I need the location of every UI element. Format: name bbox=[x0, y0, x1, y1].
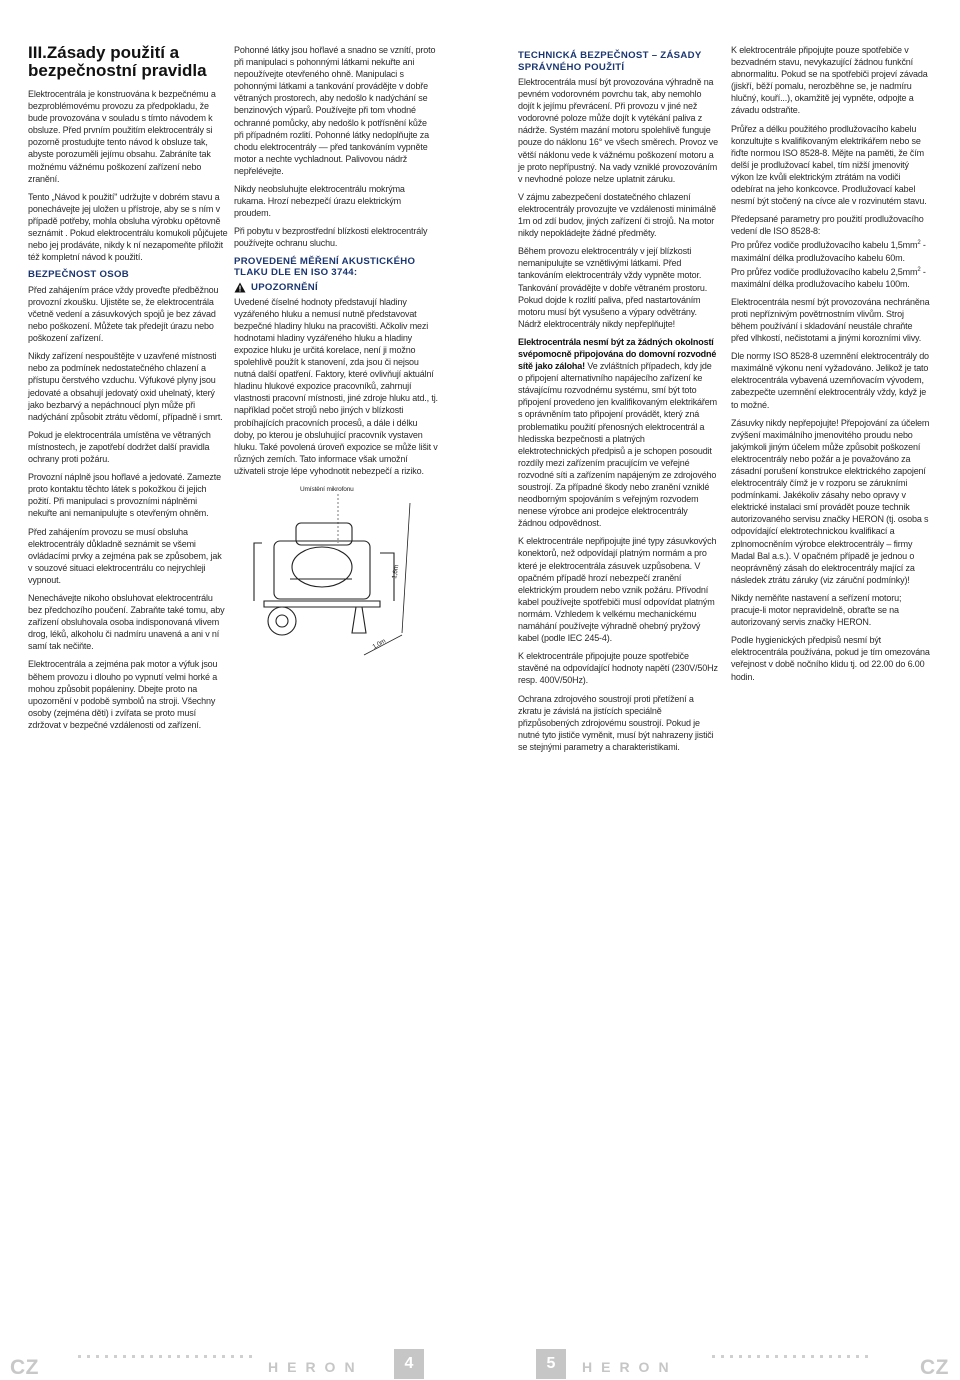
paragraph: Ochrana zdrojového soustrojí proti přetížení a zkratu je závislá na jistících speciálně přizpůsobených zdrojovému soustrojí. Pokud je nutné tyto jističe vyměnit, musí být nahrazeny jističi se stejnými parametry a charakteristikami. bbox=[518, 693, 714, 752]
paragraph: K elektrocentrále připojujte pouze spotřebiče stavěné na odpovídající hodnoty napětí (230V/50Hz resp. 400V/50Hz). bbox=[518, 651, 718, 686]
column-1 bbox=[28, 44, 228, 737]
paragraph: Tento „Návod k použití" udržujte v dobrém stavu a ponechávejte jej uložen u přístroje, aby se s ním v případě potřeby, mohla obsluha výrobku opětovně seznámit . Pokud elektrocentrálu komukoli půjčujete nebo jej prodáváte, nikdy k ní nezapomeňte přiložit též kompletní návod k použití. bbox=[28, 191, 228, 263]
dimension-label-height: 1,6m bbox=[391, 564, 401, 580]
brand-logo-left: HERON bbox=[268, 1359, 364, 1375]
warning-label: UPOZORNĚNÍ bbox=[251, 281, 318, 293]
paragraph: Před zahájením práce vždy proveďte předběžnou provozní zkoušku. Ujistěte se, že elektrocentrála včetně vedení a zásuvkových spojů je bez závad nebo poškození. Můžete tak předejít úrazu nebo poškození zařízení. bbox=[28, 284, 219, 344]
page-number-right: 5 bbox=[536, 1349, 566, 1379]
paragraph: Pohonné látky jsou hořlavé a snadno se vznítí, proto při manipulaci s pohonnými látkami nekuřte ani nepoužívejte otevřeného ohně. Manipulaci s pohonnými látkami a tankování provádějte v dobře větraných prostorech, aby nedošlo k nadýchání se benzinových výparů. Používejte při tom vhodné ochranné pomůcky, aby nedošlo k potřísnění kůže při případném rozlití. Pohonné látky nedoplňujte za chodu elektrocentrály — před tankováním vypněte motor a nechte vychladnout. Palivovou nádrž nepřelévejte. bbox=[234, 45, 436, 176]
paragraph: Průřez a délku použitého prodlužovacího kabelu konzultujte s kvalifikovaným elektrikářem nebo se řiďte normou ISO 8528-8. Mějte na paměti, že čím delší je prodlužovací kabel, tím nižší jmenovitý výkon lze kvůli elektrickým ztrátám na vodiči odebírat na jeho konkcovce. Prodlužovací kabel nesmí být stočený na cívce ale v rozvinutém stavu. bbox=[731, 123, 927, 207]
paragraph: Uvedené číselné hodnoty představují hladiny vyzářeného hluku a nemusí nutně představovat bezpečné hladiny hluku na pracovišti. Ačkoliv mezi hodnotami hladiny vyzářeného hluku a hladiny expozice hluku je určitá korelace, není ji možno spolehlivě použít k stanovení, zda jsou či nejsou nutná další opatření. Faktory, které ovlivňují aktuální hladinu hlukové expozice pracovníků, zahrnují vlastnosti pracovní místnosti, jiné zdroje hluku atd., tj. například počet strojů nebo jiných v blízkosti probíhajících pracovních procesů, a dále i délku doby, po kterou je obsluhující pracovník vystaven hluku. Také povolená úroveň expozice se může lišit v různých zemích. Tato informace však umožní uživateli stroje lépe vyhodnotit nebezpečí a riziko. bbox=[234, 296, 438, 476]
page-title: III.Zásady použití a bezpečnostní pravidla bbox=[28, 43, 207, 80]
paragraph: K elektrocentrále připojujte pouze spotřebiče v bezvadném stavu, nevykazující žádnou funkční abnormalitu. Pokud se na spotřebiči projeví závada (jiskří, běží pomalu, nerozběhne se, je nadmíru hlučný, kouří...), okamžitě jej vypněte, odpojte a závadu odstraňte. bbox=[731, 45, 928, 116]
paragraph: Nikdy neměňte nastavení a seřízení motoru; pracuje-li motor nepravidelně, obraťte se na autorizovaný servis značky HERON. bbox=[731, 592, 902, 628]
paragraph: Nikdy neobsluhujte elektrocentrálu mokrýma rukama. Hrozí nebezpečí úrazu elektrickým proudem. bbox=[234, 184, 405, 219]
paragraph: Elektrocentrála nesmí být provozována nechráněna proti nepříznivým povětrnostním vlivům. Stroj během používání i skladování neustále chraňte před vlhkostí, nečistotami a jinými korozními vlivy. bbox=[731, 296, 930, 344]
cable-spec-2: Pro průřez vodiče prodlužovacího kabelu $2,5mm^2$ - maximální délka prodlužovacího kabelu 100m. bbox=[731, 266, 926, 289]
paragraph: Nikdy zařízení nespouštějte v uzavřené místnosti nebo za podmínek nedostatečného chlazení a přístupu čerstvého vzduchu. Výfukové plyny jsou jedovaté a obsahují jedovatý oxid uhelnatý, který jako bezbarvý a nepáchnoucí plyn může při nadýchání způsobit ztrátu vědomí, případně i smrt. bbox=[28, 351, 223, 422]
paragraph: Elektrocentrála musí být provozována výhradně na pevném vodorovném povrchu tak, aby nemohlo dojít k jejímu převrácení. Při provozu v jiné než vodorovné poloze může dojít k vytékání paliva z nádrže. Systém mazání motoru spolehlivě funguje pouze do náklonu 16° ve všech směrech. Provoz ve větší náklonu vede k vážnému poškození motoru a je proto nepřípustný. Na vady vzniklé provozováním v nevhodné poloze nelze uplatnit záruku. bbox=[518, 77, 719, 184]
bold-warning-text: Elektrocentrála nesmí být za žádných okolností svépomocně připojována do domovní rozvodné sítě jako záloha! bbox=[518, 336, 717, 372]
paragraph bbox=[518, 336, 718, 530]
paragraph: Zásuvky nikdy nepřepojujte! Přepojování za účelem zvýšení maximálního jmenovitého proudu nebo jakýmkoli jiným účelem může způsobit poškození elektrocentrály nebo požár a je považováno za zásadní porušení konstrukce elektrického zapojení elektrocentrály čímž je v rozporu se zárukními podmínkami. Jakékoliv zásahy nebo opravy v elektrické instalaci smí provádět pouze technik autorizovaného servisu značky HERON (tj. osoba s odpovídající elektrotechnickou kvalifikací a zplnomocněním výrobce elektrocentrály – firmy Madal Bal a.s.). V opačném případě je jednou o neoprávněný zásah do elektrocentrály mající za následek ztrátu záruky (viz záruční podmínky)! bbox=[731, 417, 930, 585]
paragraph: Elektrocentrála a zejména pak motor a výfuk jsou během provozu i dlouho po vypnutí velmi horké a mohou způsobit popáleniny. Dbejte proto na upozornění v podobě symbolů na stroji. Všechny osoby (zejména děti) i zvířata se proto musí zdržovat v bezpečné vzdálenosti od zařízení. bbox=[28, 659, 218, 730]
paragraph: Elektrocentrála je konstruována k bezpečnému a bezproblémovému provozu za předpokladu, že bude provozována v souladu s tímto návodem k obsluze. Před prvním použitím elektrocentrály si pozorně prostudujte tento návod k obsluze tak, abyste porozuměli jejímu obsahu. Zabráníte tak možnému vážnému poškození zařízení nebo zranění. bbox=[28, 89, 216, 184]
column-2 bbox=[234, 44, 438, 661]
generator-drawing bbox=[254, 523, 394, 635]
paragraph: Podle hygienických předpisů nesmí být elektrocentrála používána, pokud je tím omezována veřejnost v době nočního klidu tj. od 22.00 do 6.00 hodin. bbox=[731, 635, 930, 682]
paragraph: Při pobytu v bezprostřední blízkosti elektrocentrály používejte ochranu sluchu. bbox=[234, 226, 428, 249]
footer-dots-left bbox=[78, 1355, 252, 1358]
brand-logo-right: HERON bbox=[582, 1359, 678, 1375]
paragraph: Dle normy ISO 8528-8 uzemnění elektrocentrály do maximálně výkonu není vyžadováno. Jelikož je tato elektrocentrála vybavená uzemňovacím vývodem, zabezpečte uzemnění elektrocentrály vždy, když je to možné. bbox=[731, 351, 929, 410]
section-heading: PROVEDENÉ MĚŘENÍ AKUSTICKÉHO TLAKU DLE EN ISO 3744: bbox=[234, 255, 416, 278]
column-3 bbox=[518, 44, 718, 759]
page-number-left: 4 bbox=[394, 1349, 424, 1379]
paragraph-continuation: Ve zvláštních případech, kdy jde o připojení alternativního napájecího zařízení ke stávajícímu rozvodnému systému, smí být toto připojení provedeno jen kvalifikovaným elektrikářem s oprávněním tato připojení provádět, který zná problematiku použití přenosných elektrocentrál a hledisska bezpečnosti a platných elektrotechnických předpisů a je schopen posoudit rozdíly mezi zařízením pracujícím ve veřejné rozvodné síti a zařízením napájeným ze zdrojového soustrojí. Za případné škody nebo zranění vzniklé neodborným spojováním s veřejným rozvodem nenese výrobce ani prodejce elektrocentrály žádnou odpovědnost. bbox=[518, 361, 717, 529]
language-code-right: CZ bbox=[920, 1356, 949, 1379]
footer-dots-right bbox=[712, 1355, 868, 1358]
paragraph: Provozní náplně jsou hořlavé a jedovaté. Zamezte proto kontaktu těchto látek s pokožkou či jejich požití. Při manipulaci s provozními náplněmi nekuřte ani nemanipulujte s otevřeným ohněm. bbox=[28, 472, 221, 519]
dimension-label-distance: 1,0m bbox=[371, 637, 388, 651]
warning-heading bbox=[234, 282, 438, 294]
section-heading: TECHNICKÁ BEZPEČNOST – ZÁSADY SPRÁVNÉHO POUŽITÍ bbox=[518, 50, 702, 73]
cable-spec-1: Pro průřez vodiče prodlužovacího kabelu $1,5mm^2$ - maximální délka prodlužovacího kabelu 60m. bbox=[731, 240, 926, 263]
paragraph: V zájmu zabezpečení dostatečného chlazení elektrocentrály provozujte ve vzdálenosti minimálně 1m od zdí budov, jiných zařízení či strojů. Na motor nikdy nepokládejte žádné předměty. bbox=[518, 191, 716, 239]
measurement-figure bbox=[234, 483, 434, 661]
paragraph: Před zahájením provozu se musí obsluha elektrocentrály důkladně seznámit se všemi ovládacími prvky a zejména pak se způsobem, jak v souzové situaci elektrocentrálu co nejrychleji vypnout. bbox=[28, 526, 222, 585]
warning-icon bbox=[234, 282, 246, 293]
paragraph: Nenechávejte nikoho obsluhovat elektrocentrálu bez předchozího poučení. Zabraňte také tomu, aby zařízení obsluhovala osoba indisponovaná vlivem drog, léků, alkoholu či nadmíru unavená a ani v ní samí tak nečiňte. bbox=[28, 592, 225, 652]
paragraph: Pokud je elektrocentrála umístěna ve větraných místnostech, je zapotřebí dodržet další pravidla ochrany proti požáru. bbox=[28, 429, 211, 465]
language-code-left: CZ bbox=[10, 1356, 39, 1379]
paragraph: K elektrocentrále nepřipojujte jiné typy zásuvkových konektorů, než odpovídají platným normám a pro které je elektrocentrála zásuvek uzpůsobena. V opačném případě hrozí nebezpečí zranění elektrickým proudem nebo vznik požáru. Přívodní kabel používejte spotřebiči musí odpovídat platným normám. Vzhledem k velkému mechanickému namáhání používejte výhradně ohebný pryžový kabel (podle IEC 245-4). bbox=[518, 536, 717, 644]
generator-measurement-diagram bbox=[234, 483, 434, 661]
column-4 bbox=[731, 44, 931, 689]
section-heading: BEZPEČNOST OSOB bbox=[28, 269, 129, 281]
paragraph: Během provozu elektrocentrály v její blízkosti nemanipulujte se vznětlivými látkami. Před tankováním elektrocentrály vždy vypněte motor. Tankování provádějte v dobře větraném prostoru. Pokud dojde k rozlití paliva, před nastartováním motoru musí být vysušeno a výpary odvětrány. Nádrž elektrocentrály nikdy nepřeplňujte! bbox=[518, 246, 708, 329]
microphone-label: Umístění mikrofonu bbox=[300, 486, 354, 493]
paragraph: Předepsané parametry pro použití prodlužovacího vedení dle ISO 8528-8: bbox=[731, 214, 924, 237]
